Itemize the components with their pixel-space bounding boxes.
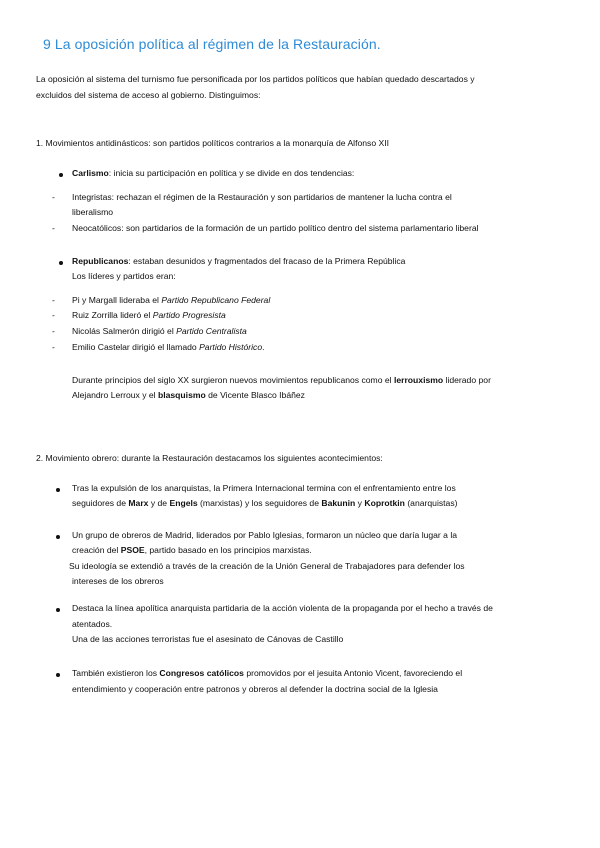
- bullet-icon: [56, 535, 60, 539]
- section1-heading: 1. Movimientos antidinásticos: son partidos políticos contrarios a la monarquía de Alfonso XII: [36, 138, 390, 148]
- party-item: Nicolás Salmerón dirigió el Partido Centralista: [72, 326, 247, 336]
- bullet-icon: [56, 608, 60, 612]
- integristas-line-2: liberalismo: [72, 207, 114, 217]
- party-item: Emilio Castelar dirigió el llamado Partido Histórico.: [72, 342, 265, 352]
- dash-icon: -: [52, 326, 55, 336]
- section2-heading: 2. Movimiento obrero: durante la Restauración destacamos los siguientes acontecimientos:: [36, 453, 383, 463]
- carlismo-line: Carlismo: inicia su participación en política y se divide en dos tendencias:: [72, 168, 355, 178]
- obrero-b2-line-4: intereses de los obreros: [72, 576, 164, 586]
- republicanos-note-line-2: Alejandro Lerroux y el blasquismo de Vicente Blasco Ibáñez: [72, 390, 305, 400]
- neocatolicos-line: Neocatólicos: son partidarios de la formación de un partido político dentro del sistema parlamentario liberal: [72, 223, 479, 233]
- integristas-line-1: Integristas: rechazan el régimen de la Restauración y son partidarios de mantener la lucha contra el: [72, 192, 452, 202]
- bullet-icon: [59, 261, 63, 265]
- republicanos-note-line-1: Durante principios del siglo XX surgieron nuevos movimientos republicanos como el lerrouxismo liderado por: [72, 375, 491, 385]
- dash-icon: -: [52, 192, 55, 202]
- obrero-b1-line-2: seguidores de Marx y de Engels (marxistas) y los seguidores de Bakunin y Koprotkin (anarquistas): [72, 498, 458, 508]
- party-item: Ruiz Zorrilla lideró el Partido Progresista: [72, 310, 226, 320]
- bullet-icon: [56, 673, 60, 677]
- obrero-b1-line-1: Tras la expulsión de los anarquistas, la Primera Internacional termina con el enfrentamiento entre los: [72, 483, 456, 493]
- obrero-b3-line-1: Destaca la línea apolítica anarquista partidaria de la acción violenta de la propaganda por el hecho a través de: [72, 603, 493, 613]
- page-title: 9 La oposición política al régimen de la Restauración.: [43, 36, 381, 52]
- obrero-b4-line-2: entendimiento y cooperación entre patronos y obreros al defender la doctrina social de la Iglesia: [72, 684, 438, 694]
- dash-icon: -: [52, 295, 55, 305]
- intro-line-2: excluidos del sistema de acceso al gobierno. Distinguimos:: [36, 90, 261, 100]
- bullet-icon: [59, 173, 63, 177]
- republicanos-sub: Los líderes y partidos eran:: [72, 271, 176, 281]
- dash-icon: -: [52, 310, 55, 320]
- republicanos-line: Republicanos: estaban desunidos y fragmentados del fracaso de la Primera República: [72, 256, 406, 266]
- dash-icon: -: [52, 342, 55, 352]
- obrero-b3-line-2: atentados.: [72, 619, 113, 629]
- obrero-b2-line-1: Un grupo de obreros de Madrid, liderados por Pablo Iglesias, formaron un núcleo que daría lugar a la: [72, 530, 458, 540]
- party-item: Pi y Margall lideraba el Partido Republicano Federal: [72, 295, 271, 305]
- obrero-b3-line-3: Una de las acciones terroristas fue el asesinato de Cánovas de Castillo: [72, 634, 344, 644]
- obrero-b4-line-1: También existieron los Congresos católicos promovidos por el jesuita Antonio Vicent, favoreciendo el: [72, 668, 463, 678]
- dash-icon: -: [52, 223, 55, 233]
- bullet-icon: [56, 488, 60, 492]
- obrero-b2-line-2: creación del PSOE, partido basado en los principios marxistas.: [72, 545, 312, 555]
- obrero-b2-line-3: Su ideología se extendió a través de la creación de la Unión General de Trabajadores para defender los: [69, 561, 465, 571]
- intro-line-1: La oposición al sistema del turnismo fue personificada por los partidos políticos que habían quedado descartados y: [36, 74, 475, 84]
